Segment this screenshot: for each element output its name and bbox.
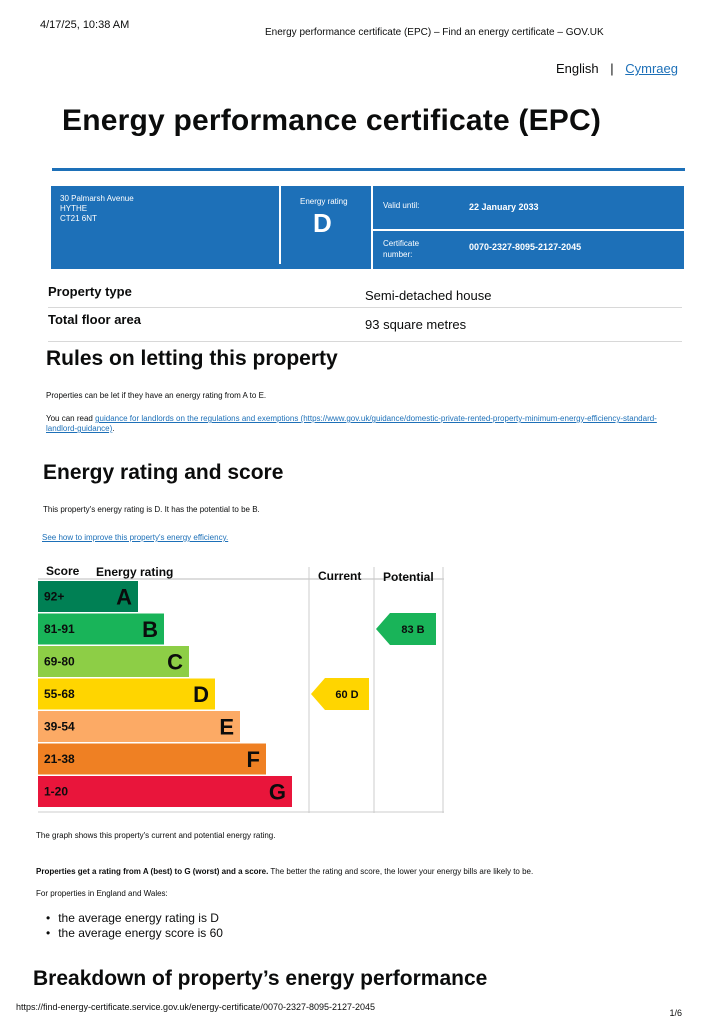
energy-rating-chart (38, 565, 444, 813)
certificate-label-line-2: number: (383, 250, 413, 259)
rating-explanation-rest: The better the rating and score, the lower your energy bills are likely to be. (268, 867, 534, 876)
band-score-label: 69-80 (44, 654, 75, 669)
print-datetime: 4/17/25, 10:38 AM (40, 19, 130, 31)
band-letter-label: B (142, 617, 158, 642)
potential-rating-marker-label: 83 B (401, 624, 425, 636)
language-separator: | (610, 61, 614, 76)
property-address (60, 194, 134, 224)
energy-heading: Energy rating and score (43, 461, 284, 484)
band-score-label: 1-20 (44, 784, 69, 799)
rating-band-g (38, 776, 292, 807)
current-rating-marker-label: 60 D (335, 689, 359, 701)
certificate-number-label (383, 238, 419, 260)
guidance-prefix: You can read (46, 414, 96, 423)
improve-efficiency-link[interactable]: See how to improve this property's energy efficiency. (42, 533, 229, 542)
rating-explanation (36, 867, 533, 876)
box-divider (373, 229, 684, 231)
property-type-row (48, 280, 682, 308)
band-score-label: 55-68 (44, 687, 75, 701)
valid-until-value: 22 January 2033 (469, 202, 539, 212)
band-score-label: 92+ (44, 589, 65, 604)
rules-paragraph: Properties can be let if they have an energy rating from A to E. (46, 391, 267, 400)
band-score-label: 81-91 (44, 622, 75, 636)
energy-rating-value: D (313, 208, 332, 238)
breakdown-heading: Breakdown of property’s energy performance (33, 967, 488, 990)
rules-guidance-paragraph (46, 414, 666, 434)
print-footer-url: https://find-energy-certificate.service.gov.uk/energy-certificate/0070-2327-8095-2127-2045 (16, 1002, 376, 1012)
page-title: Energy performance certificate (EPC) (62, 104, 602, 137)
title-divider (52, 168, 685, 171)
certificate-label-line-1: Certificate (383, 239, 420, 248)
average-list (46, 911, 223, 941)
chart-header-rating: Energy rating (96, 565, 174, 579)
guidance-link[interactable]: guidance for landlords on the regulations and exemptions (https://www.gov.uk/guidance/domestic-private-rented-property-minimum-energy-efficiency-standard-landlord-guidance) (46, 414, 657, 433)
valid-until-label: Valid until: (383, 201, 420, 210)
certificate-number-value: 0070-2327-8095-2127-2045 (469, 242, 582, 252)
chart-header-current: Current (318, 569, 362, 583)
band-letter-label: E (219, 714, 234, 740)
energy-rating-label: Energy rating (300, 197, 348, 206)
band-letter-label: A (116, 584, 132, 610)
band-letter-label: D (193, 682, 209, 707)
england-wales-intro: For properties in England and Wales: (36, 889, 168, 898)
print-page-title: Energy performance certificate (EPC) – Find an energy certificate – GOV.UK (265, 27, 604, 38)
chart-header-score: Score (46, 565, 80, 578)
list-item: • the average energy score is 60 (46, 926, 223, 941)
floor-area-label: Total floor area (48, 312, 141, 327)
floor-area-value: 93 square metres (365, 317, 467, 332)
property-type-value: Semi-detached house (365, 288, 492, 303)
rules-heading: Rules on letting this property (46, 347, 338, 370)
address-postcode: CT21 6NT (60, 214, 97, 223)
band-letter-label: C (167, 649, 183, 675)
floor-area-row (48, 308, 682, 342)
address-line-2: HYTHE (60, 204, 88, 213)
guidance-suffix: . (112, 424, 115, 433)
band-letter-label: G (268, 779, 286, 805)
graph-note: The graph shows this property's current and potential energy rating. (36, 831, 276, 840)
address-line-1: 30 Palmarsh Avenue (60, 194, 134, 203)
chart-header-potential: Potential (383, 570, 434, 584)
box-divider (279, 186, 281, 264)
band-score-label: 39-54 (44, 719, 75, 734)
language-switcher (556, 61, 678, 76)
box-divider (371, 186, 373, 269)
energy-summary: This property's energy rating is D. It has the potential to be B. (43, 505, 260, 514)
language-cymraeg-link[interactable]: Cymraeg (625, 61, 678, 76)
language-current: English (555, 61, 599, 76)
band-letter-label: F (246, 747, 260, 772)
band-score-label: 21-38 (44, 752, 75, 766)
print-page-number: 1/6 (669, 1008, 682, 1018)
rating-explanation-bold: Properties get a rating from A (best) to G (worst) and a score. (36, 867, 269, 876)
certificate-summary-box (51, 186, 684, 269)
property-type-label: Property type (48, 284, 132, 299)
list-item: • the average energy rating is D (46, 911, 223, 926)
